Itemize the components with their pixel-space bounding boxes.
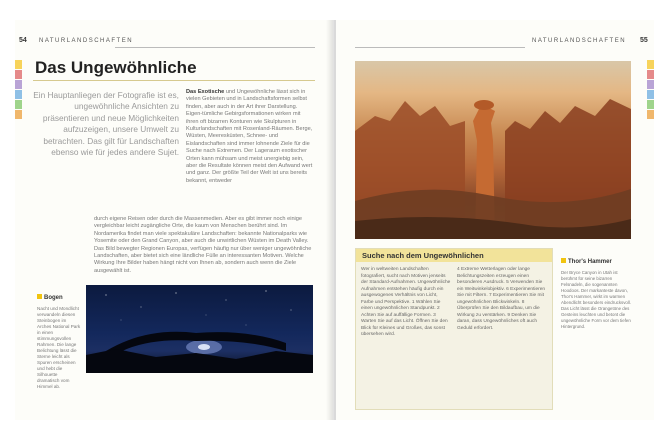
caption-marker — [37, 294, 42, 299]
page-title: Das Ungewöhnliche — [35, 58, 197, 77]
left-page — [15, 20, 333, 420]
caption-title: Bogen — [44, 295, 63, 301]
color-tab — [647, 110, 654, 119]
canyon-photo — [355, 61, 631, 239]
thors-hammer-caption — [561, 250, 633, 330]
color-tab — [15, 110, 22, 119]
tips-box — [355, 248, 553, 410]
color-tab — [647, 90, 654, 99]
header-rule — [355, 47, 525, 48]
caption-text: Nacht und Mondlicht verwandeln diesen Steinbogen im Arches National Park in einen stimmungsvollen Rahmen. Die lange Belichtung lässt die Sterne leicht als Spuren erscheinen und hebt die Silhouette dramatisch vom Himmel ab. — [37, 306, 81, 389]
canyon-illustration — [355, 61, 631, 239]
lead-bold: Das Exotische — [186, 89, 225, 95]
section-header: NATURLANDSCHAFTEN — [39, 38, 134, 44]
color-tab — [15, 90, 22, 99]
color-tabs — [15, 60, 22, 120]
caption-title: Thor's Hammer — [568, 259, 612, 265]
body-text: und Ungewöhnliche lässt sich in vielen Gebieten und in Landschaftsformen selbst finden, aber auch in der Art ihrer Darstellung. Eigen-tümliche Gebirgsformationen wirken mit ihren oft bizarren Konturen wie Skulpturen in Kulturlandschaften mit Rosenland-Räumen. Berge, Wüsten, Meeresküsten, Schnee- und Eislandschaften sind immer lohnende Ziele für die Suche nach Extremen. Der Lageraum exotischer Orten kann mühsam und meist unergiebig sein, aber die Resultate können meist den Aufwand wert und ganz. Der größte Teil der Welt ist uns bereits bekannt, entweder — [186, 89, 313, 184]
color-tab — [647, 80, 654, 89]
color-tab — [15, 80, 22, 89]
tips-box-title: Suche nach dem Ungewöhnlichen — [356, 249, 552, 262]
arch-night-photo — [86, 285, 313, 373]
section-header: NATURLANDSCHAFTEN — [532, 38, 627, 44]
arch-illustration — [86, 285, 313, 373]
caption-text: Der Bryce Canyon in Utah ist berühmt für seine bizarren Felsnadeln, die sogenannten Hoodoos. Der markanteste davon, Thor's Hammer, wirkt im warmen Abendlicht besonders eindrucksvoll. Das Licht lässt die Orangetöne des Gesteins leuchten und betont die ungewöhnliche Form vor dem tiefen Hintergrund. — [561, 270, 632, 329]
body-column — [186, 89, 313, 185]
photo-caption — [37, 286, 81, 390]
color-tab — [647, 70, 654, 79]
color-tab — [15, 60, 22, 69]
page-number: 55 — [640, 37, 648, 44]
caption-marker — [561, 258, 566, 263]
color-tab — [15, 100, 22, 109]
color-tab — [15, 70, 22, 79]
body-text-continued: durch eigene Reisen oder durch die Massenmedien. Aber es gibt immer noch einige vergleichbar leicht zugängliche Orte, die kaum von Menschen berührt sind. Im Nordamerika findet man viele spektakuläre Landschaften: bekannte Nationalparks wie Yosemite oder den Grand Canyon, aber auch die unwirtlichen Wüsten im Death Valley. Das Bild bewegter Regionen Europas, verfügen häufig nur über weniger ungewöhnliche Landschaften, aber bietet sich eine ländliche Fülle an interessanten Motiven. Welche Wirkung Ihre Bilder haben hängt nicht von Ihnen ab, sondern auch wenn die Ziele ausgewählt ist. — [94, 216, 312, 274]
tips-box-column: Wer in weltweiten Landschaften fotografiert, sucht nach Motiven jenseits der Standard-Aufnahmen. Ungewöhnliche Aufnahmen entstehen häufig durch ein ausgewogenes Verhältnis von Licht, Farbe und Perspektive. 1 Wählen Sie einen ungewöhnlichen Standpunkt. 2 Achten Sie auf auffällige Formen. 3 Warten Sie auf das Licht. Öffnen Sie den Blick für Kleines und Großes, das sonst übersehen wird. — [361, 267, 451, 337]
intro-text: Ein Hauptanliegen der Fotografie ist es, ungewöhnliche Ansichten zu präsentieren und neue Möglichkeiten aufzuzeigen, unsere Umwelt zu betrachten. Das gilt für Landschaften ebenso wie für jedes andere Sujet. — [33, 90, 179, 158]
title-rule — [33, 80, 315, 81]
color-tab — [647, 60, 654, 69]
page-number: 54 — [19, 37, 27, 44]
tips-box-column: 4 Extreme Wetterlagen oder lange Belichtungszeiten erzeugen einen besonderen Ausdruck. 5 Verwenden Sie ein Weitwinkelobjektiv. 6 Experimentieren Sie mit Filtern. 7 Experimentieren Sie mit ungewöhnlichen Blickwinkeln. 8 Überprüfen Sie den Bildaufbau, um die Wirkung zu verstärken. 9 Denken Sie daran, dass Ungewöhnliches oft auch Geduld erfordert. — [457, 267, 546, 331]
color-tabs — [647, 60, 654, 120]
right-page — [336, 20, 654, 420]
header-rule — [115, 47, 315, 48]
color-tab — [647, 100, 654, 109]
